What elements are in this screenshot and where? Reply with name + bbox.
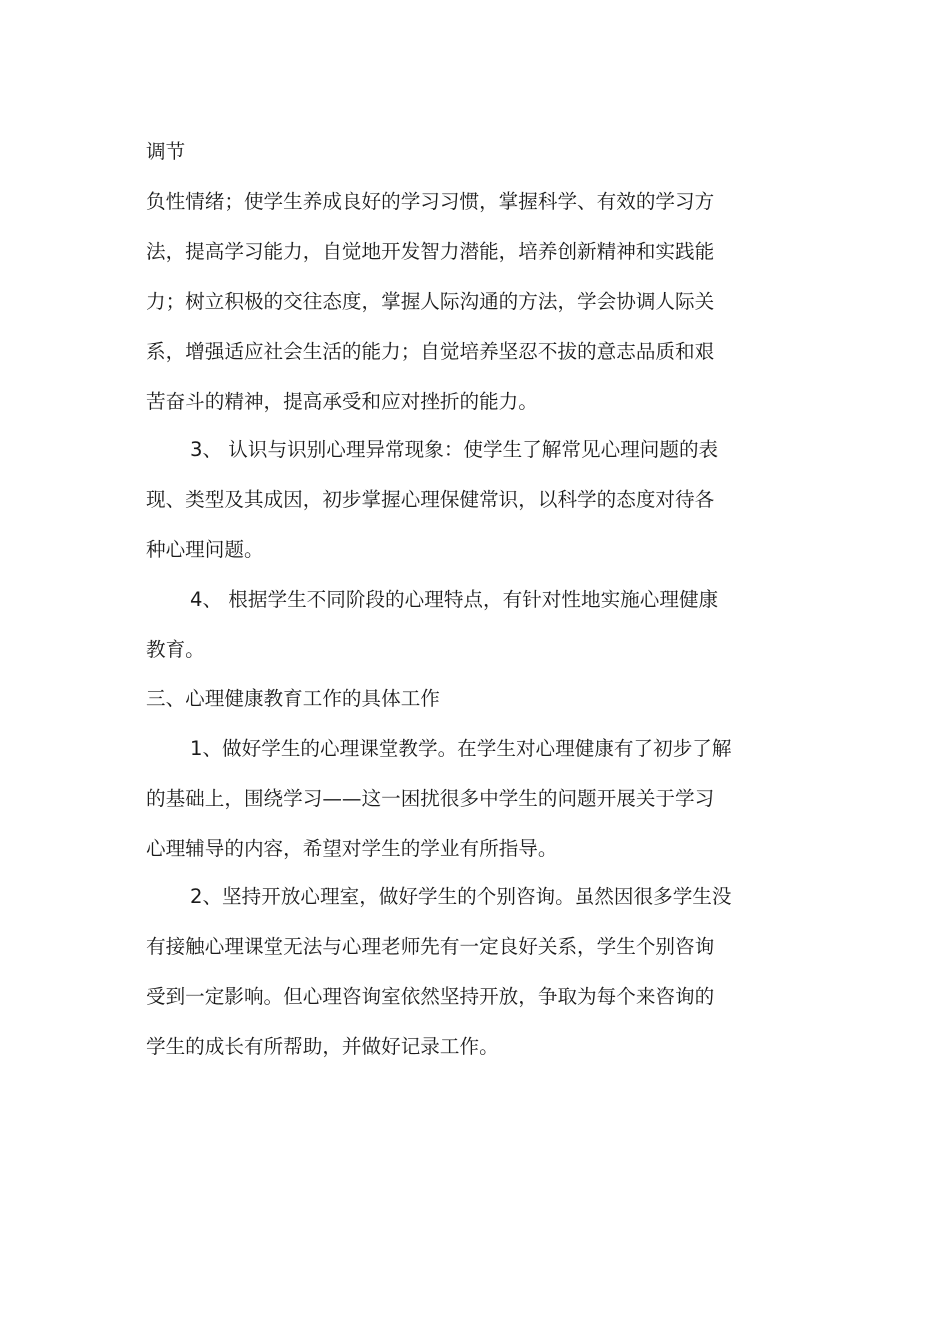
text-line: 4、 根据学生不同阶段的心理特点，有针对性地实施心理健康 bbox=[190, 588, 719, 611]
text-line: 苦奋斗的精神，提高承受和应对挫折的能力。 bbox=[146, 390, 538, 413]
text-line: 1、做好学生的心理课堂教学。在学生对心理健康有了初步了解 bbox=[190, 737, 732, 760]
text-line: 有接触心理课堂无法与心理老师先有一定良好关系，学生个别咨询 bbox=[146, 935, 715, 958]
text-line: 心理辅导的内容，希望对学生的学业有所指导。 bbox=[146, 837, 558, 860]
text-line: 学生的成长有所帮助，并做好记录工作。 bbox=[146, 1035, 499, 1058]
text-line: 教育。 bbox=[146, 638, 205, 661]
text-line: 调节 bbox=[146, 140, 186, 163]
text-line: 种心理问题。 bbox=[146, 538, 264, 561]
text-line: 3、 认识与识别心理异常现象：使学生了解常见心理问题的表 bbox=[190, 438, 719, 461]
text-line: 负性情绪；使学生养成良好的学习习惯，掌握科学、有效的学习方 bbox=[146, 190, 715, 213]
text-line: 受到一定影响。但心理咨询室依然坚持开放，争取为每个来咨询的 bbox=[146, 985, 715, 1008]
text-line: 法，提高学习能力，自觉地开发智力潜能，培养创新精神和实践能 bbox=[146, 240, 715, 263]
text-line: 现、类型及其成因，初步掌握心理保健常识，以科学的态度对待各 bbox=[146, 488, 715, 511]
text-line: 2、坚持开放心理室，做好学生的个别咨询。虽然因很多学生没 bbox=[190, 885, 732, 908]
text-line: 系，增强适应社会生活的能力；自觉培养坚忍不拔的意志品质和艰 bbox=[146, 340, 715, 363]
section-heading: 三、心理健康教育工作的具体工作 bbox=[146, 687, 440, 710]
text-line: 力；树立积极的交往态度，掌握人际沟通的方法，学会协调人际关 bbox=[146, 290, 715, 313]
text-line: 的基础上，围绕学习——这一困扰很多中学生的问题开展关于学习 bbox=[146, 787, 715, 810]
